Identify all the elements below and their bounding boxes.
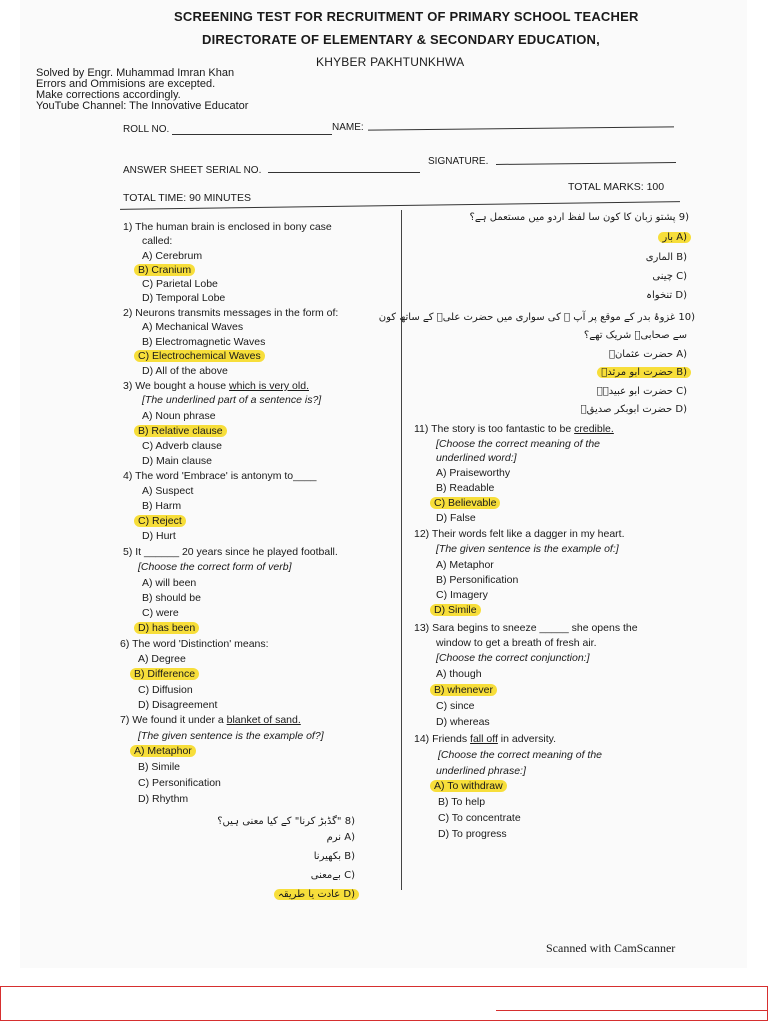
- option: D) To progress: [438, 828, 507, 840]
- option-highlighted: (B حضرت ابو مرثدؓ: [597, 367, 691, 378]
- title-line-2: DIRECTORATE OF ELEMENTARY & SECONDARY EDUCATION,: [202, 32, 600, 47]
- option: D) Disagreement: [138, 699, 218, 711]
- serial-no-label: ANSWER SHEET SERIAL NO.: [123, 165, 262, 176]
- total-marks: TOTAL MARKS: 100: [568, 181, 665, 193]
- total-time: TOTAL TIME: 90 MINUTES: [123, 192, 251, 204]
- roll-no-field[interactable]: [172, 134, 332, 135]
- name-label: NAME:: [332, 122, 364, 133]
- option-highlighted: B) Cranium: [134, 264, 195, 276]
- option-highlighted: (D عادت یا طریقہ: [274, 889, 359, 900]
- option: B) should be: [142, 592, 201, 604]
- option-highlighted: (A بار: [658, 232, 691, 243]
- option: D) Main clause: [142, 455, 213, 467]
- option: C) To concentrate: [438, 812, 521, 824]
- option: (C بےمعنی: [310, 870, 355, 881]
- option-highlighted: A) Metaphor: [130, 745, 196, 757]
- corrections-note: Make corrections accordingly.: [36, 89, 181, 101]
- serial-no-field[interactable]: [268, 172, 420, 173]
- option: C) Personification: [138, 777, 221, 789]
- option: D) whereas: [436, 716, 490, 728]
- option: D) False: [436, 512, 476, 524]
- option-highlighted: B) Difference: [130, 668, 199, 680]
- title-line-1: SCREENING TEST FOR RECRUITMENT OF PRIMARY SCHOOL TEACHER: [174, 9, 639, 24]
- option-highlighted: C) Electrochemical Waves: [134, 350, 265, 362]
- option: A) Mechanical Waves: [142, 321, 244, 333]
- option: A) Degree: [138, 653, 186, 665]
- option: (B بکھیرنا: [313, 851, 355, 862]
- option: B) To help: [438, 796, 486, 808]
- roll-no-label: ROLL NO.: [123, 124, 170, 135]
- option: (A نرم: [326, 832, 355, 843]
- name-field[interactable]: [368, 126, 674, 130]
- option: B) Personification: [436, 574, 519, 586]
- option: C) were: [142, 607, 179, 619]
- option: A) Cerebrum: [142, 250, 203, 262]
- option: (B الماری: [645, 252, 687, 263]
- option: C) Adverb clause: [142, 440, 222, 452]
- option-highlighted: B) whenever: [430, 684, 497, 696]
- option: A) Metaphor: [436, 559, 494, 571]
- option: C) Imagery: [436, 589, 488, 601]
- option: C) Diffusion: [138, 684, 193, 696]
- option: B) Simile: [138, 761, 181, 773]
- signature-label: SIGNATURE.: [428, 156, 489, 167]
- option: A) Suspect: [142, 485, 194, 497]
- option: (C چینی: [652, 271, 687, 282]
- option-highlighted: D) Simile: [430, 604, 481, 616]
- scanner-watermark: Scanned with CamScanner: [546, 941, 676, 955]
- exam-sheet: SCREENING TEST FOR RECRUITMENT OF PRIMARY SCHOOL TEACHER DIRECTORATE OF ELEMENTARY & SECONDARY EDUCATION, KHYBER PAKHTUNKHWA Solved by Engr. Muhammad Imran Khan Errors and Ommisions are excepted. Make corrections accordingly. YouTube Channel: The Innovative Educator ROLL NO. NAME: ANSWER SHEET SERIAL NO. SIGNATURE. TOTAL TIME: 90 MINUTES TOTAL MARKS: 100 1) The human brain is enclosed in bony case called: A) Cerebrum B) Cranium C) Parietal Lobe D) Temporal Lobe 2) Neurons transmits messages in the form of: A) Mechanical Waves B) Electromagnetic Waves C) Electrochemical Waves D) All of the above 3) We bought a house which is very old. [The underlined part of a sentence is?] A) Noun phrase B) Relative clause C) Adverb clause D) Main clause 4) The word 'Embrace' is antonym to____ A) Suspect B) Harm C) Reject D) Hurt 5) It ______ 20 years since he played football. [Choose the correct form of verb] A) will been B) should be C) were D) has been 6) The word 'Distinction' means: A) Degree B) Difference C) Diffusion D) Disagreement 7) We found it under a blanket of sand. [The given sentence is the example of?] A) Metaphor B) Simile C) Personification D) Rhythm (8 "گڈبڑ کرنا" کے کیا معنی ہیں؟ (A نرم (B بکھیرنا (C بےمعنی (D عادت یا طریقہ (9 پشتو زبان کا کون سا لفظ اردو میں مستعمل ہے؟ (A بار (B الماری (C چینی (D تنخواہ (10 غزوۂ بدر کے موقع پر آپ ﷺ کی سواری میں حضرت علیؓ کے ساتھ کون سے صحابیؓ شریک تھے؟ (A حضرت عثمانؓ (B حضرت ابو مرثدؓ (C حضرت ابو عبیدہؓ (D حضرت ابوبکر صدیقؓ 11) The story is too fantastic to be credible. [Choose the correct meaning of the underlined word:] A) Praiseworthy B) Readable C) Believable D) False 12) Their words felt like a dagger in my heart. [The given sentence is the example of:] A) Metaphor B) Personification C) Imagery D) Simile 13) Sara begins to sneeze _____ she opens the window to get a breath of fresh air. [Choose the correct conjunction:] A) though B) whenever C) since D) whereas 14) Friends fall off in adversity. [Choose the correct meaning of the underlined phrase:] A) To withdraw B) To help C) To concentrate D) To progress Scanned with CamScanner: [20, 0, 747, 968]
- option: A) Praiseworthy: [436, 467, 511, 479]
- option: A) will been: [142, 577, 197, 589]
- footer-line: [496, 1010, 768, 1011]
- option-highlighted: D) has been: [134, 622, 199, 634]
- title-line-3: KHYBER PAKHTUNKHWA: [316, 55, 465, 69]
- option: (D حضرت ابوبکر صدیقؓ: [580, 404, 687, 415]
- option: B) Readable: [436, 482, 495, 494]
- footer-box: [0, 986, 768, 1021]
- option: D) All of the above: [142, 365, 228, 377]
- channel-note: YouTube Channel: The Innovative Educator: [36, 100, 249, 112]
- option: (C حضرت ابو عبیدہؓ: [596, 386, 687, 397]
- option: A) though: [436, 668, 482, 680]
- signature-field[interactable]: [496, 162, 676, 165]
- solved-by: Solved by Engr. Muhammad Imran Khan: [36, 67, 235, 79]
- option-highlighted: B) Relative clause: [134, 425, 227, 437]
- option: C) Parietal Lobe: [142, 278, 218, 290]
- option: D) Temporal Lobe: [142, 292, 226, 304]
- option: D) Rhythm: [138, 793, 189, 805]
- option: B) Harm: [142, 500, 182, 512]
- option: A) Noun phrase: [142, 410, 216, 422]
- option-highlighted: C) Believable: [430, 497, 500, 509]
- errors-note: Errors and Ommisions are excepted.: [36, 78, 216, 90]
- option: (D تنخواہ: [646, 290, 687, 301]
- option: C) since: [436, 700, 475, 712]
- option: D) Hurt: [142, 530, 176, 542]
- option-highlighted: A) To withdraw: [430, 780, 507, 792]
- option: B) Electromagnetic Waves: [142, 336, 266, 348]
- option-highlighted: C) Reject: [134, 515, 186, 527]
- option: (A حضرت عثمانؓ: [608, 349, 687, 360]
